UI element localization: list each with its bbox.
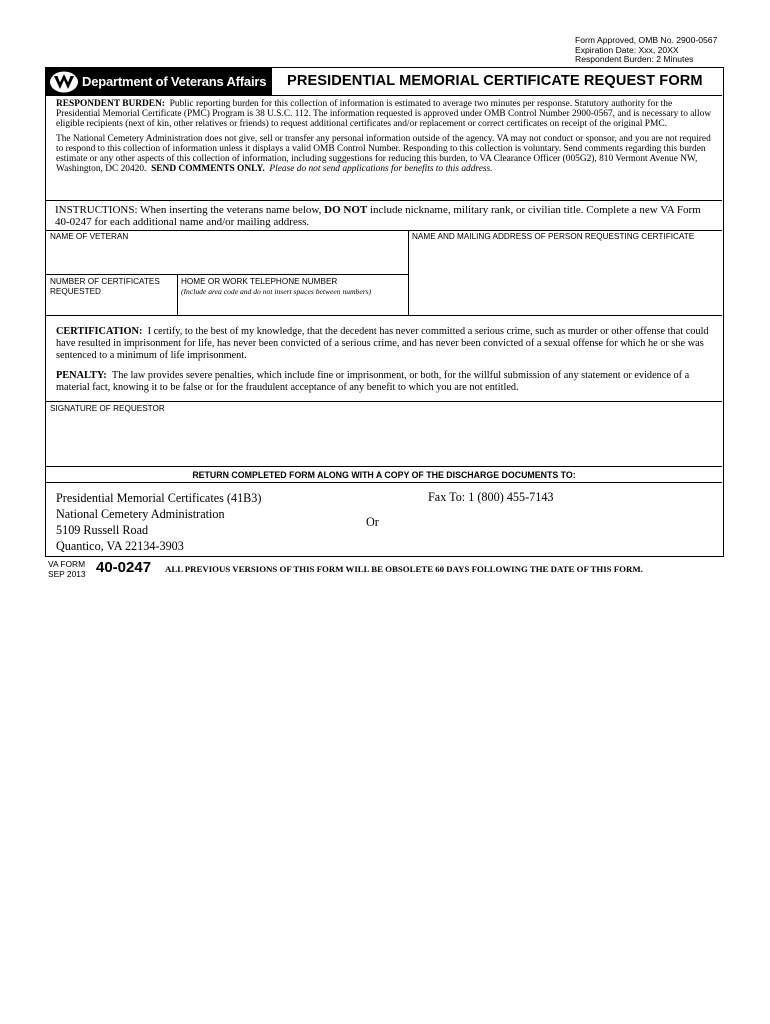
burden-label: RESPONDENT BURDEN:	[56, 99, 165, 109]
phone-hint: (Include area code and do not insert spaces between numbers)	[181, 287, 372, 296]
divider	[46, 315, 722, 316]
penalty-label: PENALTY:	[56, 370, 107, 381]
num-certificates-label-2: REQUESTED	[50, 287, 101, 296]
va-seal-icon	[49, 71, 79, 93]
instructions-rest: include nickname, military rank, or civilian title. Complete a new VA Form 40-0247 for each additional name and/or mailing address.	[55, 204, 701, 228]
form-date: SEP 2013	[48, 568, 86, 579]
respondent-burden: Respondent Burden: 2 Minutes	[575, 54, 694, 65]
address-line: National Cemetery Administration	[56, 507, 225, 521]
send-comments-label: SEND COMMENTS ONLY.	[151, 164, 265, 174]
form-number: 40-0247	[96, 559, 152, 576]
divider	[46, 230, 722, 231]
fax-number: Fax To: 1 (800) 455-7143	[428, 490, 554, 504]
va-banner	[46, 68, 272, 95]
certification-text: I certify, to the best of my knowledge, that the decedent has never committed a serious crime, such as murder or other offense that could have resulted in imprisonment for life, has never been convicted of a serious crime, and has never been convicted of a sexual offense for which he or she was sentenced to a minimum of life imprisonment.	[56, 326, 709, 361]
va-form-label: VA FORM	[48, 559, 86, 569]
expiration-date: Expiration Date: Xxx, 20XX	[575, 44, 679, 55]
certification-block	[56, 326, 718, 402]
omb-info	[575, 36, 717, 65]
num-certificates-field[interactable]	[50, 277, 160, 297]
request-form	[45, 67, 724, 557]
or-text: Or	[366, 515, 379, 529]
divider	[46, 95, 722, 96]
divider	[177, 274, 178, 315]
respondent-burden-notice	[56, 99, 718, 179]
penalty-text: The law provides severe penalties, which include fine or imprisonment, or both, for the willful submission of any statement or evidence of a material fact, knowing it to be false or for the fraudulent acceptance of any benefit to which you are not entitled.	[56, 370, 690, 393]
signature-field[interactable]: SIGNATURE OF REQUESTOR	[50, 404, 165, 413]
divider	[46, 274, 408, 275]
veteran-name-field[interactable]: NAME OF VETERAN	[50, 232, 129, 241]
form-header	[46, 68, 722, 95]
certification-label: CERTIFICATION:	[56, 326, 143, 337]
obsolete-notice: ALL PREVIOUS VERSIONS OF THIS FORM WILL BE OBSOLETE 60 DAYS FOLLOWING THE DATE OF THIS FORM.	[165, 564, 643, 574]
instructions-lead: INSTRUCTIONS: When inserting the veterans name below,	[55, 204, 322, 216]
num-certificates-label-1: NUMBER OF CERTIFICATES	[50, 277, 160, 286]
divider	[46, 466, 722, 467]
requestor-address-field[interactable]: NAME AND MAILING ADDRESS OF PERSON REQUESTING CERTIFICATE	[412, 232, 695, 241]
instructions-emphasis: DO NOT	[324, 204, 368, 216]
divider	[408, 230, 409, 315]
divider	[46, 401, 722, 402]
divider	[46, 200, 722, 201]
burden-text: Public reporting burden for this collection of information is estimated to average two minutes per response. Statutory authority for the Presidential Memorial Certificate (PMC) Program is 38 U.S.C. 112. The information requested is approved under OMB Control Number 2900-0567, and is necessary to allow eligible recipients (next of kin, other relatives or friends) to request additional certificates and/or replacement or correct certificates on receipt of the original PMC.	[56, 99, 712, 129]
form-id	[48, 560, 86, 579]
mailing-address	[56, 490, 261, 554]
address-line: Quantico, VA 22134-3903	[56, 539, 184, 553]
instructions	[55, 204, 715, 228]
privacy-text: The National Cemetery Administration does not give, sell or transfer any personal information outside of the agency. VA may not conduct or sponsor, and you are not required to respond to this collection of information unless it displays a valid OMB Control Number. Responding to this collection is voluntary. Send comments regarding this burden estimate or any other aspects of this collection of information, including suggestions for reducing this burden, to VA Clearance Officer (005G2), 810 Vermont Avenue NW, Washington, DC 20420.	[56, 134, 711, 174]
phone-field[interactable]: HOME OR WORK TELEPHONE NUMBER	[181, 277, 338, 286]
do-not-send-text: Please do not send applications for benefits to this address.	[269, 164, 493, 174]
return-heading: RETURN COMPLETED FORM ALONG WITH A COPY OF THE DISCHARGE DOCUMENTS TO:	[192, 470, 576, 480]
form-title: PRESIDENTIAL MEMORIAL CERTIFICATE REQUEST FORM	[287, 73, 703, 89]
divider	[46, 482, 722, 483]
address-line: Presidential Memorial Certificates (41B3)	[56, 491, 262, 505]
omb-number: Form Approved, OMB No. 2900-0567	[575, 35, 718, 45]
address-line: 5109 Russell Road	[56, 523, 149, 537]
department-name: Department of Veterans Affairs	[82, 74, 267, 89]
